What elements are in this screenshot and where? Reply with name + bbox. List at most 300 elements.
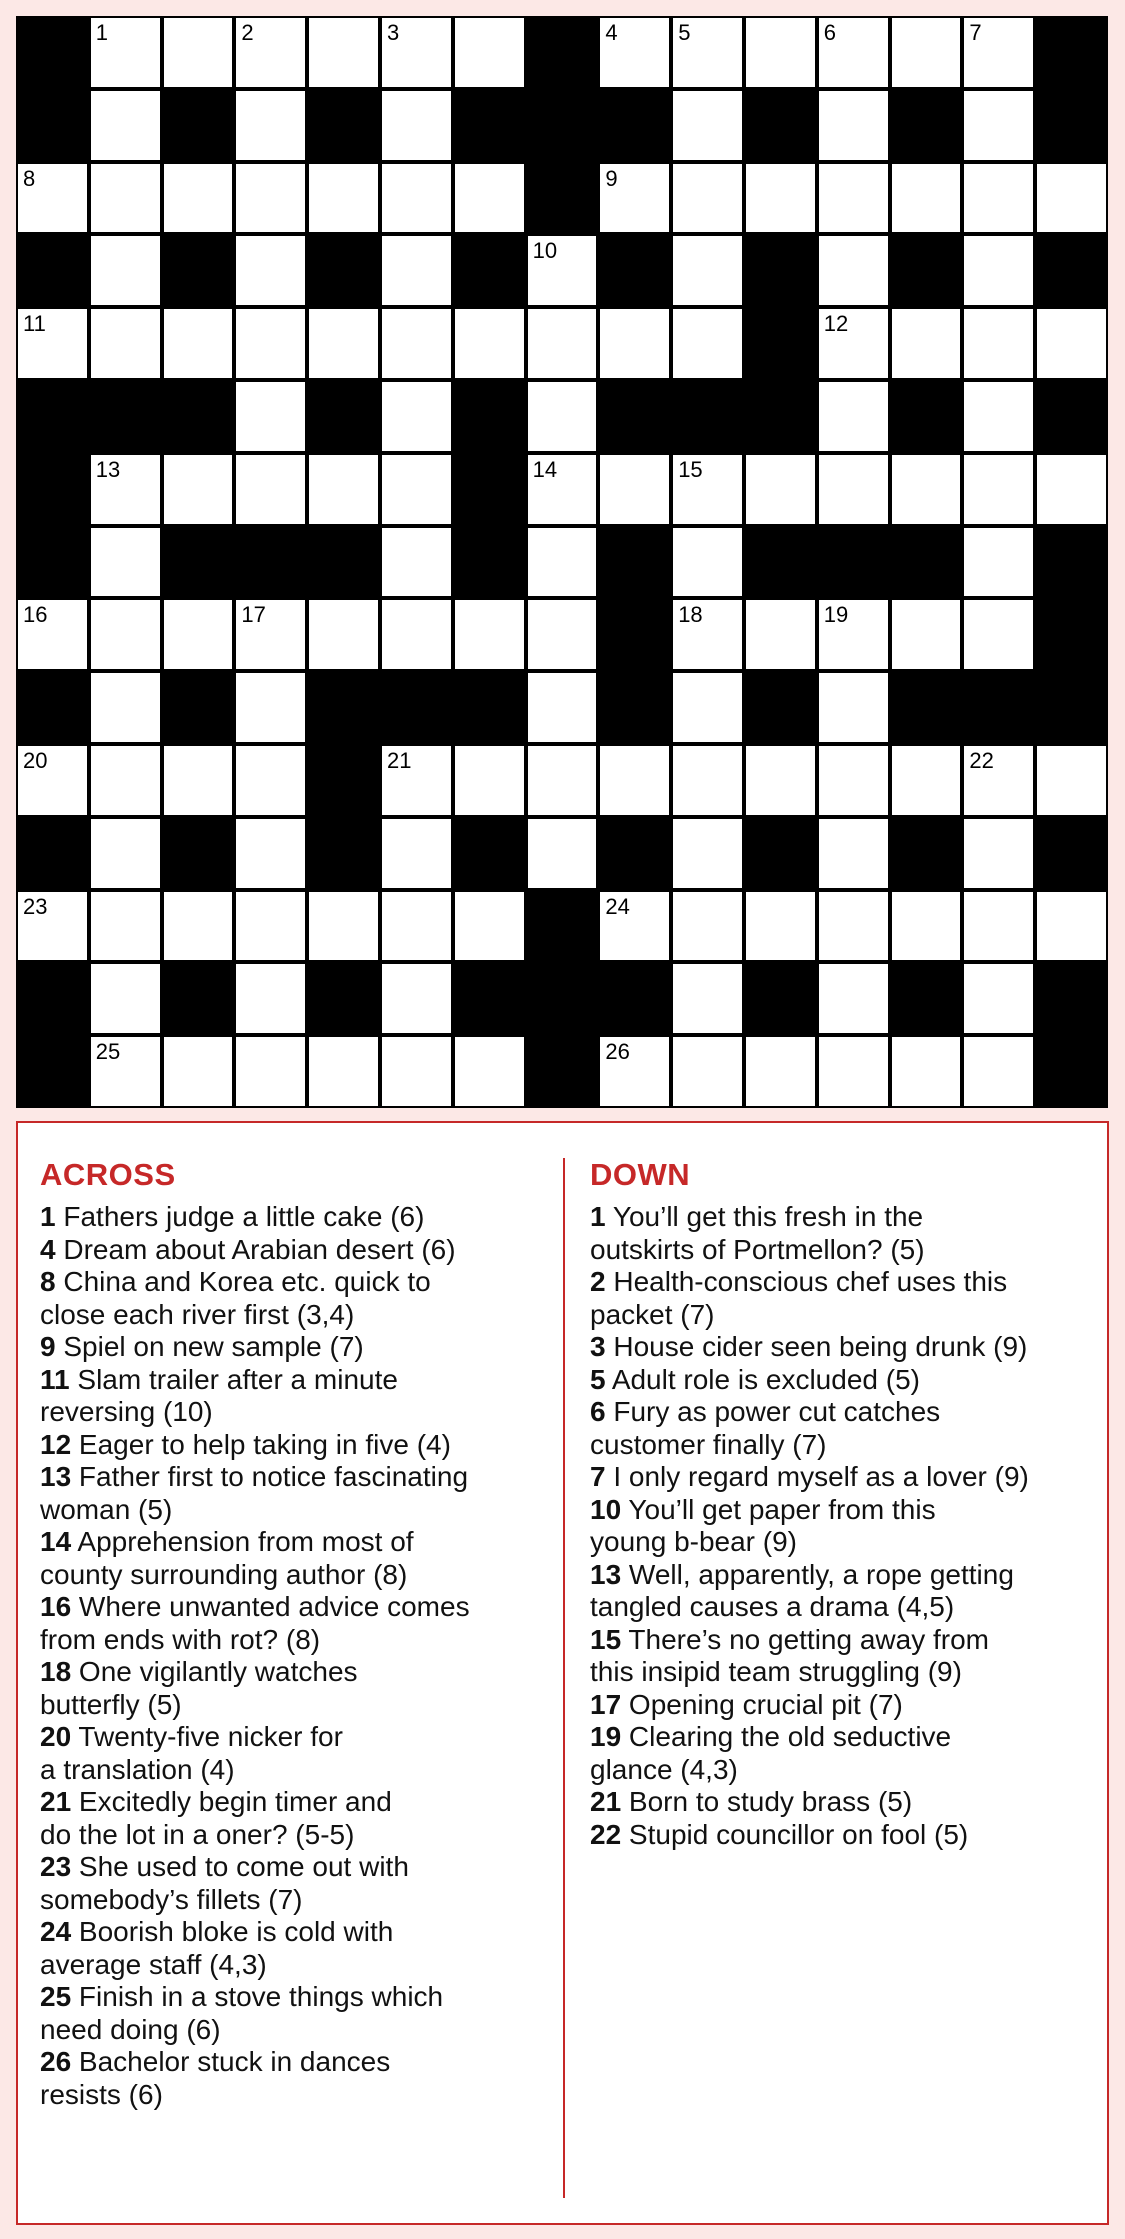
grid-block (453, 234, 526, 307)
grid-cell[interactable] (671, 234, 744, 307)
clue-number: 17 (590, 1688, 622, 1720)
cell-number: 1 (95, 20, 109, 45)
grid-block (307, 234, 380, 307)
clue-number: 23 (40, 1851, 72, 1882)
grid-cell[interactable] (380, 162, 453, 235)
grid-block (744, 962, 817, 1035)
clue-text: Twenty-five nicker for (71, 1721, 343, 1752)
grid-cell[interactable] (671, 962, 744, 1035)
grid-cell[interactable] (962, 890, 1035, 963)
grid-cell[interactable] (234, 962, 307, 1035)
grid-cell[interactable] (817, 1035, 890, 1108)
grid-cell[interactable] (598, 744, 671, 817)
grid-block (1035, 817, 1108, 890)
clue-text: Stupid councillor on fool (5) (621, 1818, 969, 1850)
clue-text: You’ll get paper from this (621, 1493, 936, 1525)
grid-cell[interactable] (962, 962, 1035, 1035)
grid-cell[interactable] (234, 890, 307, 963)
grid-block (1035, 234, 1108, 307)
across-clue-line (40, 1786, 560, 1819)
grid-cell[interactable] (234, 89, 307, 162)
down-clue-list (590, 1201, 1100, 1851)
cell-number: 23 (23, 893, 48, 919)
grid-cell[interactable] (744, 1035, 817, 1108)
clue-text: Boorish bloke is cold with (71, 1916, 394, 1947)
across-clue-line (40, 1884, 560, 1917)
grid-block (962, 671, 1035, 744)
across-clue-line (40, 2014, 560, 2047)
grid-cell[interactable] (380, 234, 453, 307)
clue-text: a translation (4) (40, 1753, 235, 1785)
grid-cell[interactable] (962, 453, 1035, 526)
clue-text: Eager to help taking in five (4) (71, 1428, 451, 1460)
grid-cell[interactable] (526, 526, 599, 599)
grid-cell[interactable] (16, 162, 89, 235)
grid-cell[interactable] (162, 598, 235, 671)
grid-block (526, 890, 599, 963)
down-clue-line (590, 1754, 1100, 1787)
grid-cell[interactable] (962, 1035, 1035, 1108)
cell-number: 18 (678, 602, 703, 628)
clue-number: 18 (40, 1656, 72, 1687)
grid-cell[interactable] (671, 526, 744, 599)
grid-block (744, 671, 817, 744)
grid-cell[interactable] (671, 817, 744, 890)
cell-number: 19 (823, 602, 849, 628)
grid-cell[interactable] (962, 744, 1035, 817)
down-clue-line (590, 1234, 1100, 1267)
grid-block (16, 16, 89, 89)
cell-number: 3 (387, 20, 400, 45)
grid-block (16, 234, 89, 307)
clue-text: Born to study brass (5) (621, 1786, 913, 1817)
grid-cell[interactable] (234, 598, 307, 671)
grid-cell[interactable] (817, 89, 890, 162)
clue-number: 7 (590, 1461, 606, 1492)
down-column (590, 1153, 1100, 1851)
grid-block (890, 671, 963, 744)
grid-cell[interactable] (89, 890, 162, 963)
down-clue-line (590, 1364, 1100, 1397)
grid-cell[interactable] (89, 1035, 162, 1108)
grid-cell[interactable] (453, 307, 526, 380)
grid-cell[interactable] (89, 162, 162, 235)
clue-number: 26 (40, 2046, 72, 2077)
grid-block (89, 380, 162, 453)
grid-cell[interactable] (1035, 162, 1108, 235)
grid-cell[interactable] (598, 890, 671, 963)
down-clue-line (590, 1461, 1100, 1494)
grid-cell[interactable] (526, 307, 599, 380)
grid-cell[interactable] (162, 16, 235, 89)
grid-cell[interactable] (380, 1035, 453, 1108)
clue-text: There’s no getting away from (621, 1623, 989, 1655)
clue-number: 4 (40, 1233, 56, 1265)
grid-cell[interactable] (380, 16, 453, 89)
grid-block (526, 16, 599, 89)
across-clue-line (40, 1981, 560, 2014)
grid-cell[interactable] (1035, 453, 1108, 526)
grid-cell[interactable] (234, 162, 307, 235)
cell-number: 13 (95, 456, 121, 482)
grid-cell[interactable] (671, 1035, 744, 1108)
across-clue-line (40, 1754, 560, 1787)
clue-text: Fathers judge a little cake (6) (55, 1201, 425, 1232)
grid-cell[interactable] (162, 1035, 235, 1108)
grid-cell[interactable] (526, 744, 599, 817)
grid-cell[interactable] (89, 526, 162, 599)
grid-cell[interactable] (162, 744, 235, 817)
clue-text: close each river first (3,4) (40, 1298, 355, 1330)
grid-block (162, 234, 235, 307)
grid-block (162, 380, 235, 453)
cell-number: 12 (823, 311, 849, 337)
grid-cell[interactable] (380, 89, 453, 162)
grid-cell[interactable] (1035, 307, 1108, 380)
clue-number: 19 (590, 1721, 622, 1752)
clue-text: China and Korea etc. quick to (55, 1266, 431, 1297)
grid-block (162, 89, 235, 162)
clue-text: Excitedly begin timer and (71, 1786, 392, 1817)
clue-number: 1 (590, 1201, 606, 1232)
grid-cell[interactable] (817, 234, 890, 307)
grid-cell[interactable] (526, 234, 599, 307)
clue-number: 20 (40, 1721, 72, 1752)
grid-cell[interactable] (89, 234, 162, 307)
clue-text: somebody’s fillets (7) (40, 1883, 303, 1915)
grid-cell[interactable] (162, 162, 235, 235)
grid-cell[interactable] (307, 453, 380, 526)
grid-block (307, 380, 380, 453)
clue-text: Apprehension from most of (71, 1526, 414, 1557)
grid-block (1035, 598, 1108, 671)
grid-cell[interactable] (162, 453, 235, 526)
clue-text: Finish in a stove things which (71, 1981, 444, 2012)
clue-number: 3 (590, 1331, 606, 1362)
cell-number: 22 (969, 748, 994, 773)
clue-number: 9 (40, 1331, 56, 1362)
grid-cell[interactable] (234, 234, 307, 307)
down-clue-line (590, 1266, 1100, 1299)
grid-block (307, 89, 380, 162)
grid-cell[interactable] (307, 890, 380, 963)
grid-cell[interactable] (234, 744, 307, 817)
grid-cell[interactable] (380, 526, 453, 599)
grid-cell[interactable] (89, 89, 162, 162)
grid-cell[interactable] (380, 453, 453, 526)
clue-text: Adult role is excluded (5) (605, 1363, 920, 1395)
clue-number: 15 (590, 1623, 622, 1655)
grid-cell[interactable] (380, 380, 453, 453)
grid-block (16, 526, 89, 599)
grid-cell[interactable] (598, 162, 671, 235)
grid-cell[interactable] (744, 16, 817, 89)
grid-cell[interactable] (380, 817, 453, 890)
grid-cell[interactable] (890, 598, 963, 671)
grid-cell[interactable] (234, 307, 307, 380)
grid-cell[interactable] (962, 89, 1035, 162)
grid-block (817, 526, 890, 599)
grid-cell[interactable] (89, 817, 162, 890)
grid-cell[interactable] (598, 1035, 671, 1108)
grid-block (16, 1035, 89, 1108)
grid-cell[interactable] (453, 1035, 526, 1108)
grid-cell[interactable] (16, 890, 89, 963)
cell-number: 5 (678, 20, 691, 45)
grid-block (162, 671, 235, 744)
grid-block (307, 744, 380, 817)
grid-cell[interactable] (817, 380, 890, 453)
across-clue-line (40, 1266, 560, 1299)
grid-block (744, 817, 817, 890)
cell-number: 26 (605, 1039, 630, 1065)
clue-text: this insipid team struggling (9) (590, 1656, 962, 1687)
clue-number: 8 (40, 1266, 56, 1297)
grid-cell[interactable] (962, 307, 1035, 380)
grid-block (16, 671, 89, 744)
grid-cell[interactable] (671, 890, 744, 963)
grid-cell[interactable] (89, 453, 162, 526)
down-clue-line (590, 1331, 1100, 1364)
grid-cell[interactable] (234, 453, 307, 526)
grid-block (526, 89, 599, 162)
grid-block (162, 526, 235, 599)
grid-cell[interactable] (526, 671, 599, 744)
clue-number: 11 (40, 1363, 70, 1395)
down-heading: DOWN (590, 1157, 691, 1192)
clue-text: Clearing the old seductive (621, 1721, 952, 1752)
grid-cell[interactable] (307, 16, 380, 89)
grid-cell[interactable] (89, 598, 162, 671)
clue-text: tangled causes a drama (4,5) (590, 1591, 955, 1622)
grid-cell[interactable] (307, 1035, 380, 1108)
grid-cell[interactable] (162, 307, 235, 380)
grid-cell[interactable] (817, 16, 890, 89)
grid-block (526, 162, 599, 235)
grid-cell[interactable] (453, 162, 526, 235)
cell-number: 10 (532, 238, 558, 264)
grid-cell[interactable] (962, 598, 1035, 671)
grid-block (890, 89, 963, 162)
grid-cell[interactable] (453, 16, 526, 89)
clue-text: Slam trailer after a minute (69, 1363, 398, 1395)
grid-cell[interactable] (380, 744, 453, 817)
grid-cell[interactable] (890, 890, 963, 963)
grid-cell[interactable] (671, 671, 744, 744)
grid-cell[interactable] (307, 598, 380, 671)
grid-cell[interactable] (526, 380, 599, 453)
grid-cell[interactable] (1035, 890, 1108, 963)
grid-cell[interactable] (162, 890, 235, 963)
grid-cell[interactable] (962, 16, 1035, 89)
grid-cell[interactable] (89, 307, 162, 380)
grid-cell[interactable] (817, 890, 890, 963)
grid-block (1035, 671, 1108, 744)
grid-block (1035, 89, 1108, 162)
grid-block (453, 526, 526, 599)
grid-cell[interactable] (234, 16, 307, 89)
clue-number: 22 (590, 1818, 622, 1850)
grid-cell[interactable] (744, 744, 817, 817)
grid-cell[interactable] (817, 744, 890, 817)
grid-cell[interactable] (307, 307, 380, 380)
grid-cell[interactable] (744, 598, 817, 671)
clue-text: butterfly (5) (40, 1688, 182, 1720)
grid-cell[interactable] (526, 598, 599, 671)
grid-block (16, 962, 89, 1035)
grid-cell[interactable] (16, 598, 89, 671)
across-clue-line (40, 1721, 560, 1754)
grid-block (453, 671, 526, 744)
grid-cell[interactable] (962, 526, 1035, 599)
grid-block (598, 817, 671, 890)
clue-number: 21 (40, 1786, 72, 1817)
cell-number: 14 (532, 456, 558, 482)
grid-block (1035, 526, 1108, 599)
clue-text: House cider seen being drunk (9) (605, 1331, 1028, 1362)
grid-cell[interactable] (89, 671, 162, 744)
across-clue-line (40, 1234, 560, 1267)
grid-cell[interactable] (671, 598, 744, 671)
across-clue-line (40, 1494, 560, 1527)
grid-block (598, 526, 671, 599)
grid-cell[interactable] (744, 890, 817, 963)
grid-cell[interactable] (962, 234, 1035, 307)
grid-block (744, 526, 817, 599)
grid-cell[interactable] (598, 453, 671, 526)
grid-cell[interactable] (1035, 744, 1108, 817)
grid-cell[interactable] (89, 744, 162, 817)
clue-text: She used to come out with (71, 1851, 409, 1882)
clue-number: 13 (40, 1461, 72, 1492)
cell-number: 21 (387, 748, 412, 773)
across-clue-line (40, 2046, 560, 2079)
grid-block (307, 817, 380, 890)
grid-cell[interactable] (817, 453, 890, 526)
across-clue-line (40, 2079, 560, 2112)
grid-block (890, 234, 963, 307)
grid-block (598, 598, 671, 671)
down-clue-line (590, 1559, 1100, 1592)
grid-cell[interactable] (89, 16, 162, 89)
down-clue-line (590, 1624, 1100, 1657)
grid-cell[interactable] (598, 307, 671, 380)
grid-block (162, 817, 235, 890)
grid-cell[interactable] (671, 453, 744, 526)
grid-cell[interactable] (817, 817, 890, 890)
grid-cell[interactable] (598, 16, 671, 89)
clue-text: from ends with rot? (8) (40, 1623, 321, 1655)
grid-cell[interactable] (962, 817, 1035, 890)
clue-number: 14 (40, 1526, 72, 1557)
grid-cell[interactable] (89, 962, 162, 1035)
across-clue-line (40, 1201, 560, 1234)
grid-cell[interactable] (817, 671, 890, 744)
grid-cell[interactable] (817, 307, 890, 380)
grid-cell[interactable] (817, 962, 890, 1035)
grid-cell[interactable] (890, 162, 963, 235)
cell-number: 7 (969, 20, 982, 45)
grid-cell[interactable] (234, 671, 307, 744)
across-clue-line (40, 1396, 560, 1429)
grid-cell[interactable] (234, 817, 307, 890)
cell-number: 8 (23, 165, 36, 191)
down-clue-line (590, 1299, 1100, 1332)
grid-block (598, 380, 671, 453)
grid-cell[interactable] (890, 744, 963, 817)
clue-text: do the lot in a oner? (5-5) (40, 1818, 355, 1850)
grid-cell[interactable] (234, 1035, 307, 1108)
grid-cell[interactable] (817, 598, 890, 671)
grid-cell[interactable] (671, 89, 744, 162)
across-clue-line (40, 1299, 560, 1332)
grid-block (453, 817, 526, 890)
grid-block (744, 380, 817, 453)
clue-text: Dream about Arabian desert (6) (55, 1233, 456, 1265)
grid-cell[interactable] (307, 162, 380, 235)
grid-cell[interactable] (16, 307, 89, 380)
grid-cell[interactable] (526, 817, 599, 890)
clue-number: 13 (590, 1558, 622, 1590)
grid-block (1035, 962, 1108, 1035)
grid-block (307, 671, 380, 744)
grid-cell[interactable] (890, 1035, 963, 1108)
grid-block (890, 380, 963, 453)
grid-cell[interactable] (526, 453, 599, 526)
grid-cell[interactable] (890, 453, 963, 526)
clue-text: customer finally (7) (590, 1428, 827, 1460)
grid-cell[interactable] (671, 307, 744, 380)
grid-cell[interactable] (671, 162, 744, 235)
grid-cell[interactable] (671, 744, 744, 817)
column-divider (563, 1158, 565, 2198)
grid-cell[interactable] (744, 453, 817, 526)
across-column (40, 1153, 560, 2111)
clue-number: 21 (590, 1786, 622, 1817)
grid-cell[interactable] (671, 16, 744, 89)
clue-text: average staff (4,3) (40, 1948, 267, 1980)
clue-text: Opening crucial pit (7) (621, 1688, 903, 1720)
cell-number: 9 (605, 165, 618, 191)
grid-block (671, 380, 744, 453)
across-clue-list (40, 1201, 560, 2111)
grid-cell[interactable] (380, 890, 453, 963)
grid-cell[interactable] (962, 380, 1035, 453)
grid-cell[interactable] (380, 598, 453, 671)
cell-number: 4 (605, 20, 618, 45)
grid-block (598, 962, 671, 1035)
grid-block (453, 453, 526, 526)
grid-cell[interactable] (890, 307, 963, 380)
grid-cell[interactable] (744, 162, 817, 235)
grid-block (1035, 1035, 1108, 1108)
grid-cell[interactable] (380, 962, 453, 1035)
grid-cell[interactable] (453, 890, 526, 963)
grid-cell[interactable] (453, 744, 526, 817)
cell-number: 24 (605, 893, 630, 919)
grid-cell[interactable] (890, 16, 963, 89)
grid-cell[interactable] (817, 162, 890, 235)
grid-cell[interactable] (16, 744, 89, 817)
grid-block (234, 526, 307, 599)
clue-number: 16 (40, 1591, 72, 1622)
grid-block (307, 526, 380, 599)
grid-cell[interactable] (962, 162, 1035, 235)
grid-cell[interactable] (380, 307, 453, 380)
grid-cell[interactable] (453, 598, 526, 671)
grid-cell[interactable] (234, 380, 307, 453)
clue-text: woman (5) (40, 1493, 173, 1525)
